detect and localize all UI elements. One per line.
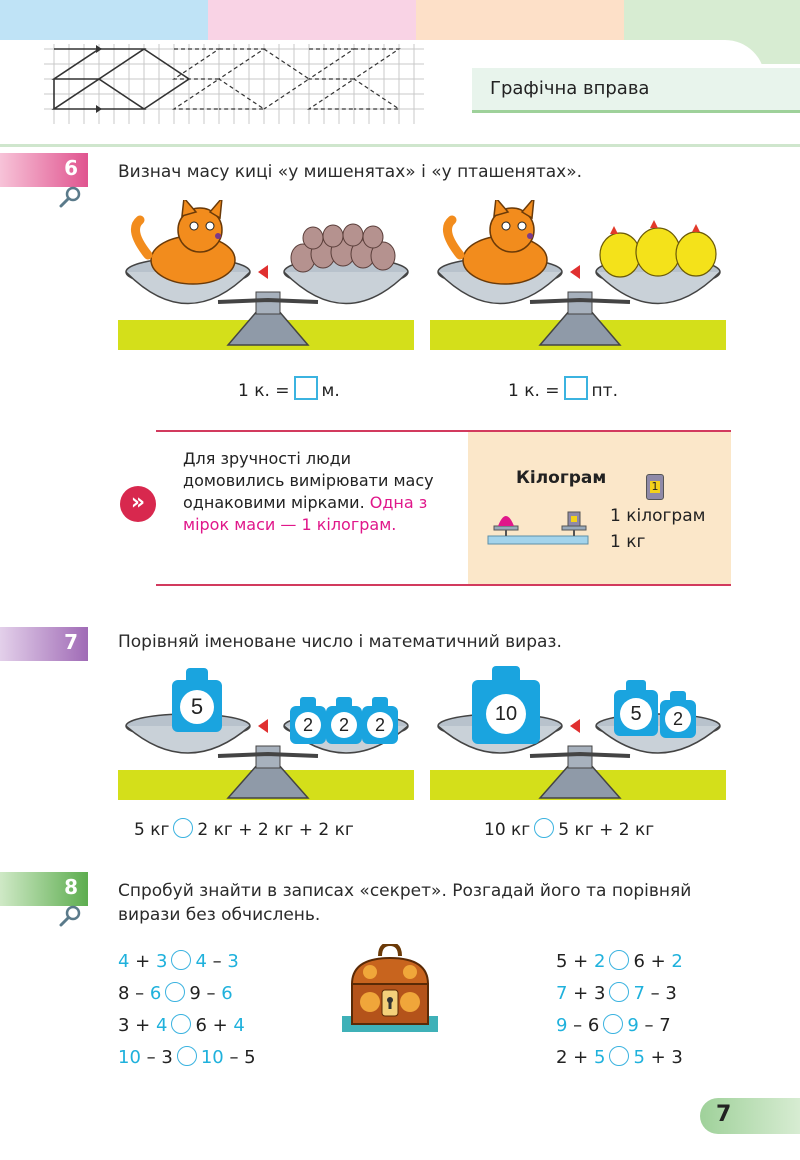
weight-5-left [172,680,222,732]
eq7-1-left: 5 кг [134,820,170,840]
expr-right-2: 7 + 3 7 – 3 [556,983,677,1004]
compare-circle[interactable] [171,950,191,970]
expr-left-1: 4 + 3 4 – 3 [118,951,239,972]
weight-label: 10 [486,694,526,734]
double-chevron-right-icon: » [120,486,156,522]
kilogram-weight-icon [646,474,664,500]
magnifier-icon [58,905,82,927]
scale-cat-mice [118,200,418,350]
info-text [183,448,453,536]
unit-short: 1 кг [610,532,646,552]
compare-circle[interactable] [603,1014,623,1034]
kilogram-title: Кілограм [516,468,607,488]
eq7-2-right: 5 кг + 2 кг [558,820,655,840]
eq-mice-left: 1 к. = [238,381,290,401]
unit-full: 1 кілограм [610,506,706,526]
compare-circle[interactable] [609,982,629,1002]
top-band-orange [416,0,624,42]
task6-equation-mice [238,376,340,401]
task7-text: Порівняй іменоване число і математичний вираз. [118,632,562,652]
expr-right-3: 9 – 6 9 – 7 [556,1015,671,1036]
eq7-2-left: 10 кг [484,820,531,840]
weight-label: 5 [180,690,214,724]
weight-2-right [660,700,696,738]
expr-left-4: 10 – 3 10 – 5 [118,1047,256,1068]
expr-right-1: 5 + 2 6 + 2 [556,951,683,972]
task7-equation-1 [134,818,354,840]
task7-number-tab [0,627,88,661]
graphic-exercise-grid [44,44,424,124]
page-number: 7 [716,1102,732,1127]
answer-box-chicks[interactable] [564,376,588,400]
task6-number: 6 [64,156,78,180]
weight-5-right [614,690,658,736]
task6-text: Визнач масу киці «у мишенятах» і «у пташенятах». [118,162,583,182]
page-number-bar [700,1098,800,1134]
compare-circle[interactable] [165,982,185,1002]
weight-label: 2 [295,712,321,738]
info-text-highlight: Одна з мірок маси — 1 кілограм. [183,493,428,534]
task7-equation-2 [484,818,654,840]
expr-left-3: 3 + 4 6 + 4 [118,1015,245,1036]
expr-left-2: 8 – 6 9 – 6 [118,983,233,1004]
expr-right-4: 2 + 5 5 + 3 [556,1047,683,1068]
compare-circle[interactable] [609,950,629,970]
weight-10-left [472,680,540,744]
eq-mice-right: м. [321,381,340,401]
weight-label: 2 [367,712,393,738]
task8-number-tab [0,872,88,906]
kilogram-weight-label: 1 [651,480,659,493]
info-text-main: Для зручності люди домовились вимірювати масу однаковими мірками. [183,449,434,512]
compare-circle-2[interactable] [534,818,554,838]
weight-2-a [290,706,326,744]
treasure-chest-icon [340,944,440,1034]
weight-2-c [362,706,398,744]
weight-label: 2 [665,706,691,732]
task8-text: Спробуй знайти в записах «секрет». Розгадай його та порівняй вирази без обчислень. [118,881,692,925]
task6-number-tab [0,153,88,187]
small-balance-scale [484,500,599,548]
info-bottom-rule [156,584,731,586]
top-band-pink [208,0,416,42]
answer-box-mice[interactable] [294,376,318,400]
eq-chicks-right: пт. [591,381,618,401]
compare-circle[interactable] [171,1014,191,1034]
eq-chicks-left: 1 к. = [508,381,560,401]
section-title: Графічна вправа [490,78,650,99]
compare-circle[interactable] [609,1046,629,1066]
header-divider [0,144,800,147]
task6-equation-chicks [508,376,618,401]
top-band-blue [0,0,208,42]
eq7-1-right: 2 кг + 2 кг + 2 кг [197,820,354,840]
weight-label: 5 [620,698,652,730]
magnifier-icon [58,186,82,208]
weight-2-b [326,706,362,744]
task7-number: 7 [64,630,78,654]
scale-cat-chicks [430,200,730,350]
compare-circle[interactable] [177,1046,197,1066]
weight-label: 2 [331,712,357,738]
compare-circle-1[interactable] [173,818,193,838]
task8-number: 8 [64,875,78,899]
